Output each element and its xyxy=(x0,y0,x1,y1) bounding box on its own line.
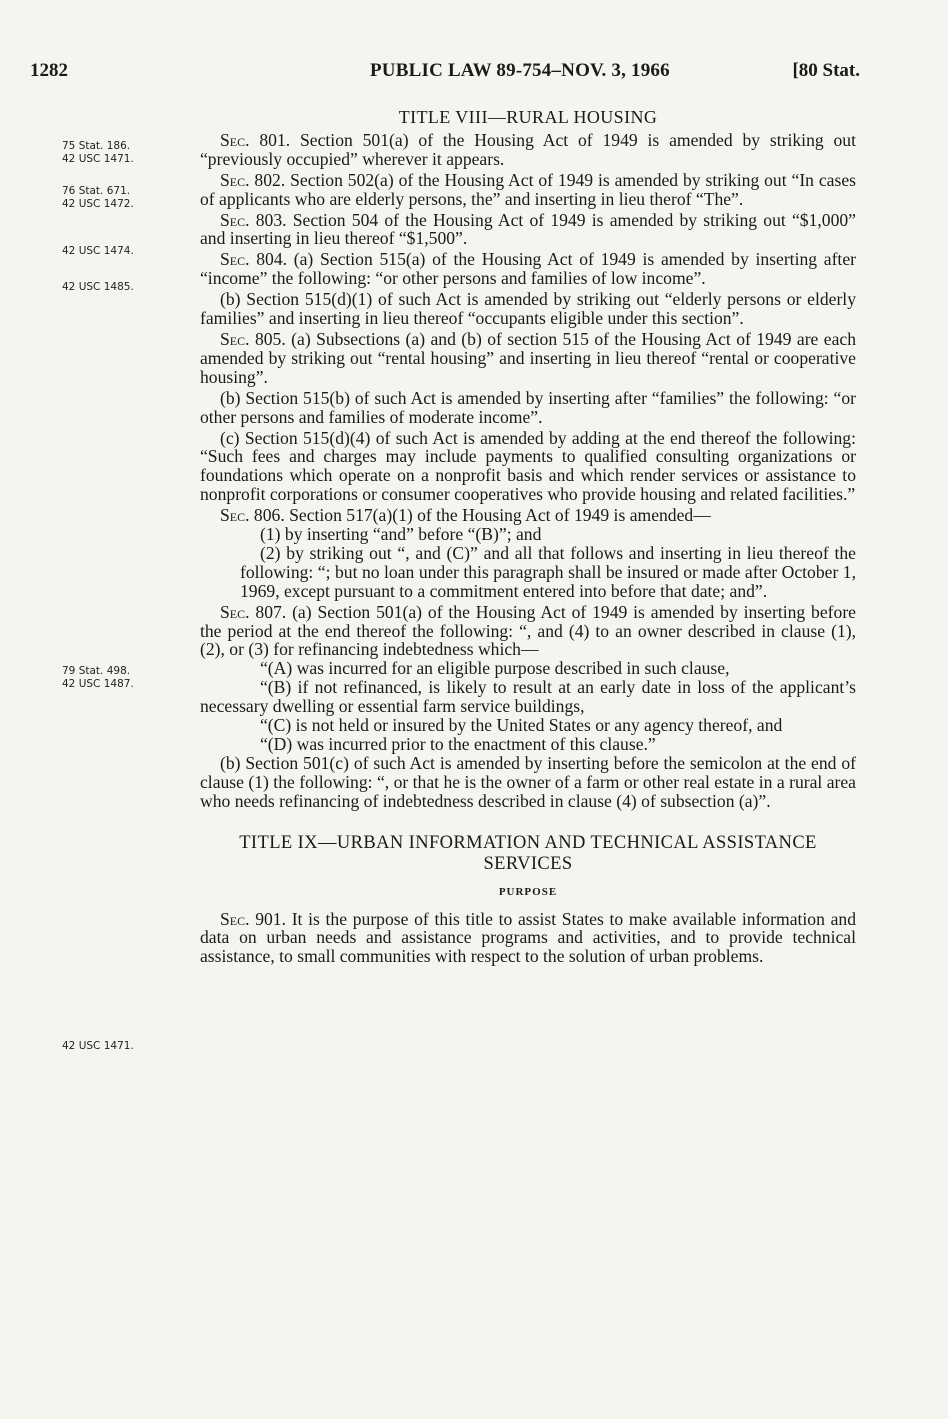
section-806 xyxy=(200,506,856,525)
section-text: 901. It is the purpose of this title to assist States to make available information and data on urban needs and assistance programs and activities, and to provide technical assistance, to small communities with respect to the solution of urban problems. xyxy=(200,908,856,967)
sec-label: Sec. xyxy=(220,328,250,349)
sec-label: Sec. xyxy=(220,169,250,190)
margin-note-line: 42 USC 1474. xyxy=(62,245,134,257)
section-text: 806. Section 517(a)(1) of the Housing Act of 1949 is amended— xyxy=(249,505,711,526)
section-text: 807. (a) Section 501(a) of the Housing Act of 1949 is amended by inserting before the period at the end thereof the following: “, and (4) to an owner described in clause (1), (2), or (3) for refinancing indebtedness which— xyxy=(200,601,856,660)
sec-label: Sec. xyxy=(220,505,250,526)
section-802 xyxy=(200,171,856,209)
section-801 xyxy=(200,131,856,169)
purpose-heading: PURPOSE xyxy=(498,885,558,898)
section-text: 802. Section 502(a) of the Housing Act of 1949 is amended by striking out “In cases of applicants who are elderly persons, the” and inserting in lieu therof “The”. xyxy=(200,169,856,209)
section-text: 804. (a) Section 515(a) of the Housing Act of 1949 is amended by inserting after “income” the following: “or other persons and families of low income”. xyxy=(200,249,856,289)
section-805a xyxy=(200,330,856,387)
section-text: 805. (a) Subsections (a) and (b) of section 515 of the Housing Act of 1949 are each amended by striking out “rental housing” and inserting in lieu thereof “rental or cooperative housing”. xyxy=(200,328,856,387)
sec-label: Sec. xyxy=(220,601,250,622)
margin-note xyxy=(62,665,182,690)
section-805b: (b) Section 515(b) of such Act is amended by inserting after “families” the following: “or other persons and families of moderate income”. xyxy=(200,387,856,427)
sec-label: Sec. xyxy=(220,249,250,270)
section-901 xyxy=(200,910,856,967)
title-viii-heading: TITLE VIII—RURAL HOUSING xyxy=(398,107,658,127)
margin-note-line: 42 USC 1485. xyxy=(62,281,134,293)
page-number: 1282 xyxy=(30,60,68,81)
margin-note xyxy=(62,1040,182,1053)
volume-reference: [80 Stat. xyxy=(792,60,860,81)
section-804b: (b) Section 515(d)(1) of such Act is amended by striking out “elderly persons or elderly families” and inserting in lieu thereof “occupants eligible under this section”. xyxy=(200,289,856,329)
margin-note-line: 42 USC 1487. xyxy=(62,677,134,690)
margin-note xyxy=(62,245,182,258)
margin-note-line: 76 Stat. 671. xyxy=(62,185,131,197)
margin-note-line: 42 USC 1472. xyxy=(62,197,134,210)
section-804a xyxy=(200,250,856,288)
margin-note xyxy=(62,140,182,165)
sec-label: Sec. xyxy=(220,129,250,150)
page-header xyxy=(30,60,860,86)
sec-label: Sec. xyxy=(220,908,250,929)
section-807-clause-d: “(D) was incurred prior to the enactment of this clause.” xyxy=(260,734,656,754)
section-807a xyxy=(200,603,856,660)
margin-note-line: 42 USC 1471. xyxy=(62,1040,134,1052)
title-ix-heading: TITLE IX—URBAN INFORMATION AND TECHNICAL ASSISTANCE SERVICES xyxy=(239,832,817,874)
document-body xyxy=(200,108,856,966)
section-807-clause-b: “(B) if not refinanced, is likely to result at an early date in loss of the applicant’s necessary dwelling or essential farm service buildings, xyxy=(200,677,856,717)
section-807-clause-c: “(C) is not held or insured by the United States or any agency thereof, and xyxy=(260,715,783,736)
margin-note-line: 79 Stat. 498. xyxy=(62,665,131,677)
section-803 xyxy=(200,211,856,249)
section-806-item-2: (2) by striking out “, and (C)” and all that follows and inserting in lieu thereof the following: “; but no loan under this paragraph shall be insured or made after October 1, 1969, except pursuant to a commitment entered into before that date; and”. xyxy=(240,542,856,601)
margin-note-line: 75 Stat. 186. xyxy=(62,140,131,152)
section-text: 803. Section 504 of the Housing Act of 1949 is amended by striking out “$1,000” and inserting in lieu thereof “$1,500”. xyxy=(200,209,856,249)
sec-label: Sec. xyxy=(220,209,250,230)
margin-note-line: 42 USC 1471. xyxy=(62,152,134,165)
section-807-clause-a: “(A) was incurred for an eligible purpose described in such clause, xyxy=(260,658,730,679)
section-805c: (c) Section 515(d)(4) of such Act is amended by adding at the end thereof the following: “Such fees and charges may include payments to qualified consulting organizations or foundations which operate on a nonprofit basis and which render services or assistance to nonprofit corporations or consumer cooperatives who provide housing and related facilities.” xyxy=(200,427,856,505)
running-title: PUBLIC LAW 89-754–NOV. 3, 1966 xyxy=(370,60,670,81)
margin-note xyxy=(62,281,182,294)
margin-note xyxy=(62,185,182,210)
section-text: 801. Section 501(a) of the Housing Act of 1949 is amended by striking out “previously occupied” wherever it appears. xyxy=(200,129,856,169)
section-807b: (b) Section 501(c) of such Act is amended by inserting before the semicolon at the end of clause (1) the following: “, or that he is the owner of a farm or other real estate in a rural area who needs refinancing of indebtedness described in clause (4) of subsection (a)”. xyxy=(200,752,856,811)
section-806-item-1: (1) by inserting “and” before “(B)”; and xyxy=(260,524,542,545)
